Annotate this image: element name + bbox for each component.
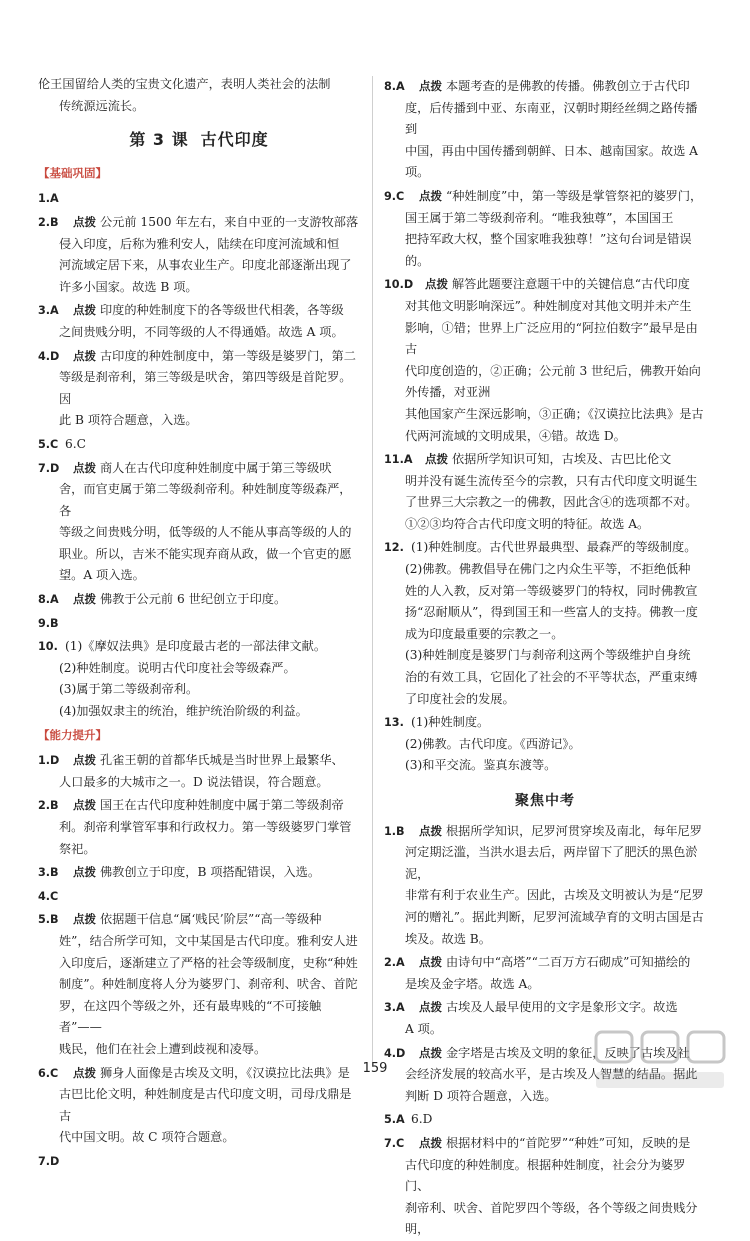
answer-text-line: 河的赠礼”。据此判断，尼罗河流域孕育的文明古国是古 — [405, 909, 704, 924]
answer-text-line: 舍，而官吏属于第二等级刹帝利。种姓制度等级森严，各 — [59, 482, 352, 518]
hint-label: 点拨 — [419, 1045, 442, 1060]
answer-text-line: 其他国家产生深远影响，③正确；《汉谟拉比法典》是古 — [405, 406, 704, 421]
answer-text: 古埃及人最早使用的文字是象形文字。故选 — [446, 1000, 678, 1015]
answer-subpart: 了印度社会的发展。 — [405, 691, 515, 706]
answer-text-line: 姓”，结合所学可知，文中某国是古代印度。雅利安人进 — [59, 933, 358, 948]
answer-text-line: 入印度后，逐渐建立了严格的社会等级制度，史称“种姓 — [59, 955, 358, 970]
answer-item — [384, 449, 706, 471]
answer-text: 根据所学知识，尼罗河贯穿埃及南北，每年尼罗 — [446, 823, 702, 838]
answer-text-line: 是埃及金字塔。故选 A。 — [405, 976, 540, 991]
hint-label: 点拨 — [73, 1065, 96, 1080]
answer-text-line: 把持军政大权，整个国家唯我独尊！”这句台词是错误的。 — [405, 232, 692, 268]
answer-text: 印度的种姓制度下的各等级世代相袭，各等级 — [100, 303, 344, 318]
answer-text-line: 代两河流域的文明成果，④错。故选 D。 — [405, 428, 626, 443]
answer-text-line: 河定期泛滥，当洪水退去后，两岸留下了肥沃的黑色淤泥， — [405, 845, 698, 881]
answer-text-line: 河流域定居下来，从事农业生产。印度北部逐渐出现了 — [59, 258, 352, 273]
intro-line: 传统源远流长。 — [59, 98, 145, 113]
section-tag-ability: 【能力提升】 — [38, 727, 107, 742]
answer-number: 1.D — [38, 754, 60, 768]
answer-number: 5.C — [38, 437, 59, 451]
answer-number: 10. — [38, 640, 58, 654]
answer-text: 佛教于公元前 6 世纪创立于印度。 — [100, 592, 287, 607]
column-divider — [372, 76, 373, 1066]
answer-text-line: 等级之间贵贱分明，低等级的人不能从事高等级的人的 — [59, 525, 352, 540]
answer-item — [384, 952, 706, 974]
answer-text-line: 判断 D 项符合题意，入选。 — [405, 1088, 557, 1103]
answer-number: 4.D — [384, 1046, 406, 1060]
answer-number: 1.A — [38, 192, 59, 206]
answer-text-line: 了世界三大宗教之一的佛教，因此含④的选项都不对。 — [405, 495, 698, 510]
answer-number: 1.B — [384, 824, 405, 838]
answer-number: 8.A — [38, 593, 59, 607]
answer-text-line: 罗，在这四个等级之外，还有最卑贱的“不可接触者”—— — [59, 998, 322, 1035]
answer-text: 孔雀王朝的首都华氏城是当时世界上最繁华、 — [100, 753, 344, 768]
answer-number: 7.D — [38, 461, 60, 475]
hint-label: 点拨 — [73, 912, 96, 927]
answer-item — [384, 186, 706, 208]
answer-text-line: 职业。所以，吉米不能实现弃商从政，做一个官吏的愿 — [59, 546, 352, 561]
intro-line: 伦王国留给人类的宝贵文化遗产，表明人类社会的法制 — [38, 77, 331, 91]
answer-text-line: 代印度创造的，②正确；公元前 3 世纪后，佛教开始向外传播，对亚洲 — [405, 363, 701, 400]
answer-number: 11.A — [384, 453, 413, 467]
answer-subpart: (2)佛教。古代印度。《西游记》。 — [405, 736, 581, 751]
answer-text: 国王在古代印度种姓制度中属于第二等级刹帝 — [100, 798, 344, 813]
basic-answer-list — [38, 188, 360, 722]
answer-number: 7.C — [384, 1136, 405, 1150]
answer-text-line: 代中国文明。故 C 项符合题意。 — [59, 1130, 235, 1145]
answer-subpart: (2)种姓制度。说明古代印度社会等级森严。 — [59, 660, 296, 675]
answer-text-line: 等级是刹帝利，第三等级是吠舍，第四等级是首陀罗。因 — [59, 370, 352, 406]
answer-number: 9.B — [38, 616, 59, 630]
answer-number: 8.A — [384, 80, 405, 93]
answer-text-line: 祭祀。 — [59, 841, 96, 856]
hint-label: 点拨 — [73, 753, 96, 768]
answer-text-line: 古代印度的种姓制度。根据种姓制度，社会分为婆罗门、 — [405, 1157, 686, 1194]
answer-text: 商人在古代印度种姓制度中属于第三等级吠 — [100, 460, 332, 475]
answer-number: 4.C — [38, 889, 59, 903]
answer-text: (1)《摩奴法典》是印度最古老的一部法律文献。 — [65, 639, 327, 654]
watermark-logo — [590, 1026, 740, 1096]
hint-label: 点拨 — [73, 214, 96, 229]
answer-number: 5.B — [38, 913, 59, 927]
answer-number: 10.D — [384, 278, 414, 292]
hint-label: 点拨 — [419, 823, 442, 838]
answer-number: 3.B — [38, 866, 59, 880]
answer-text-line: 埃及。故选 B。 — [405, 931, 491, 946]
answer-item — [384, 821, 706, 843]
answer-text: 依据题干信息“属‘贱民’阶层”“高一等级种 — [100, 912, 322, 927]
lesson-number: 第 3 课 — [129, 130, 189, 150]
answer-text-line: 人口最多的大城市之一。D 说法错误，符合题意。 — [59, 774, 329, 789]
answer-text: 本题考查的是佛教的传播。佛教创立于古代印 — [446, 79, 690, 93]
answer-text: 公元前 1500 年左右，来自中亚的一支游牧部落 — [100, 214, 359, 229]
hint-label: 点拨 — [425, 277, 448, 292]
answer-subpart: (2)佛教。佛教倡导在佛门之内众生平等，不拒绝低种 — [405, 562, 691, 577]
answer-item — [384, 76, 706, 98]
answer-text-line: 许多小国家。故选 B 项。 — [59, 279, 198, 294]
answer-subpart: (3)属于第二等级刹帝利。 — [59, 682, 199, 697]
answer-text-line: 明并没有诞生流传至今的宗教，只有古代印度文明诞生 — [405, 473, 698, 488]
answer-text: (1)种姓制度。 — [411, 715, 490, 730]
lesson-name: 古代印度 — [200, 130, 269, 150]
hint-label: 点拨 — [73, 348, 96, 363]
answer-text-line: A 项。 — [405, 1021, 443, 1036]
answer-number: 4.D — [38, 349, 60, 363]
answer-item — [38, 346, 360, 368]
answer-number: 3.A — [38, 304, 59, 318]
answer-number: 6.C — [38, 1066, 59, 1080]
answer-subpart: 姓的人入教，反对第一等级婆罗门的特权，同时佛教宣 — [405, 583, 698, 598]
answer-text: “种姓制度”中，第一等级是掌管祭祀的婆罗门， — [446, 188, 703, 203]
answer-number: 12. — [384, 541, 404, 555]
answer-text-line: 国王属于第二等级刹帝利。“唯我独尊”，本国国王 — [405, 210, 674, 225]
answer-item — [38, 613, 360, 635]
answer-number: 2.B — [38, 799, 59, 813]
answer-number: 2.B — [38, 215, 59, 229]
answer-item — [38, 434, 360, 456]
answer-number: 7.D — [38, 1154, 60, 1168]
answer-item — [38, 909, 360, 931]
answer-text: 古印度的种姓制度中，第一等级是婆罗门，第二 — [100, 348, 356, 363]
lesson-title — [38, 129, 360, 151]
answer-text: 根据材料中的“首陀罗”“种姓”可知，反映的是 — [446, 1135, 691, 1150]
answer-text-line: 度，后传播到中亚、东南亚，汉朝时期经丝绸之路传播到 — [405, 100, 698, 137]
answer-text: 6.D — [411, 1112, 433, 1127]
answer-text-line: 贱民，他们在社会上遭到歧视和凌辱。 — [59, 1041, 267, 1056]
answer-text-line: 对其他文明影响深远”。种姓制度对其他文明并未产生 — [405, 298, 692, 313]
ability-answer-list — [38, 750, 360, 1172]
hint-label: 点拨 — [73, 865, 96, 880]
answer-item — [38, 795, 360, 817]
answer-text: 金字塔是古埃及文明的象征，反映了古埃及社 — [446, 1045, 690, 1060]
answer-subpart: (4)加强奴隶主的统治，维护统治阶级的利益。 — [59, 704, 308, 719]
answer-text-line: 古巴比伦文明，种姓制度是古代印度文明，司母戊鼎是古 — [59, 1087, 352, 1123]
answer-number: 13. — [384, 716, 404, 730]
answer-subpart: (3)种姓制度是婆罗门与刹帝利这两个等级维护自身统 — [405, 648, 691, 663]
answer-text-line: 望。A 项入选。 — [59, 568, 145, 583]
answer-item — [38, 750, 360, 772]
answer-text: (1)种姓制度。古代世界最典型、最森严的等级制度。 — [411, 540, 697, 555]
hint-label: 点拨 — [419, 955, 442, 970]
focus-exam-title: 聚焦中考 — [515, 793, 575, 809]
left-column — [38, 74, 360, 1173]
answer-text-line: 制度”。种姓制度将人分为婆罗门、刹帝利、吠舍、首陀 — [59, 977, 358, 992]
answer-item — [384, 1133, 706, 1155]
hint-label: 点拨 — [419, 1000, 442, 1015]
answer-text-line: 刹帝利、吠舍、首陀罗四个等级，各个等级之间贵贱分明， — [405, 1200, 698, 1237]
answer-subpart: 治的有效工具，它固化了社会的不平等状态，严重束缚 — [405, 670, 698, 685]
right-answer-list — [384, 76, 706, 777]
answer-text: 狮身人面像是古埃及文明，《汉谟拉比法典》是 — [100, 1065, 350, 1080]
hint-label: 点拨 — [73, 460, 96, 475]
answer-item — [38, 886, 360, 908]
hint-label: 点拨 — [425, 452, 448, 467]
hint-label: 点拨 — [419, 188, 442, 203]
answer-item — [38, 589, 360, 611]
answer-text-line: 侵入印度，后称为雅利安人，陆续在印度河流域和恒 — [59, 236, 340, 251]
answer-item — [38, 300, 360, 322]
answer-subpart: (3)和平交流。鉴真东渡等。 — [405, 758, 557, 773]
answer-subpart: 扬“忍耐顺从”，得到国王和一些富人的支持。佛教一度 — [405, 605, 698, 620]
answer-item — [38, 862, 360, 884]
answer-subpart: 成为印度最重要的宗教之一。 — [405, 626, 564, 641]
page-number: 159 — [362, 1061, 388, 1076]
section-tag-basic: 【基础巩固】 — [38, 165, 107, 180]
answer-item — [384, 1109, 706, 1131]
answer-item — [38, 188, 360, 210]
answer-number: 9.C — [384, 189, 405, 203]
answer-number: 5.A — [384, 1113, 405, 1127]
answer-text: 6.C — [65, 436, 86, 451]
answer-text: 由诗句中“高塔”“二百万方石砌成”可知描绘的 — [446, 955, 691, 970]
answer-item — [38, 1151, 360, 1173]
answer-text-line: 中国，再由中国传播到朝鲜、日本、越南国家。故选 A 项。 — [405, 143, 698, 180]
answer-text-line: 利。刹帝利掌管军事和行政权力。第一等级婆罗门掌管 — [59, 820, 352, 834]
answer-text: 依据所学知识可知，古埃及、古巴比伦文 — [452, 452, 672, 467]
answer-item — [38, 212, 360, 234]
hint-label: 点拨 — [73, 303, 96, 318]
hint-label: 点拨 — [73, 798, 96, 813]
answer-item — [384, 537, 706, 559]
answer-item — [384, 712, 706, 734]
hint-label: 点拨 — [419, 79, 442, 93]
answer-text: 解答此题要注意题干中的关键信息“古代印度 — [452, 277, 690, 292]
answer-number: 2.A — [384, 956, 405, 970]
answer-item — [38, 458, 360, 480]
answer-text-line: 之间贵贱分明，不同等级的人不得通婚。故选 A 项。 — [59, 324, 344, 339]
answer-item — [384, 997, 706, 1019]
answer-item — [384, 274, 706, 296]
answer-text-line: 非常有利于农业生产。因此，古埃及文明被认为是“尼罗 — [405, 888, 704, 903]
answer-text: 佛教创立于印度，B 项搭配错误，入选。 — [100, 865, 321, 880]
answer-text-line: ①②③均符合古代印度文明的特征。故选 A。 — [405, 516, 650, 531]
answer-text-line: 此 B 项符合题意，入选。 — [59, 413, 198, 428]
answer-item — [38, 636, 360, 658]
answer-text-line: 会经济发展的较高水平，是古埃及人智慧的结晶。据此 — [405, 1067, 698, 1082]
hint-label: 点拨 — [73, 592, 96, 607]
answer-text-line: 影响，①错；世界上广泛应用的“阿拉伯数字”最早是由古 — [405, 320, 698, 357]
answer-number: 3.A — [384, 1001, 405, 1015]
hint-label: 点拨 — [419, 1135, 442, 1150]
